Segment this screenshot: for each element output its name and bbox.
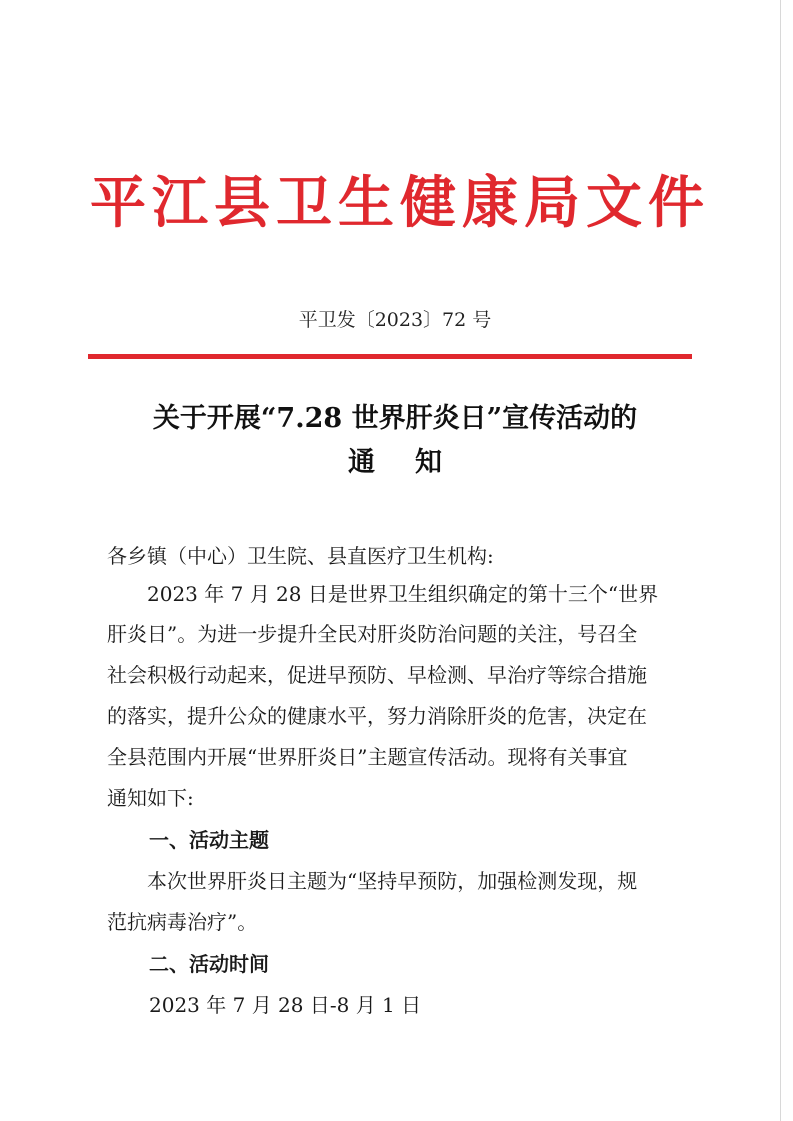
intro-line-3: 社会积极行动起来，促进早预防、早检测、早治疗等综合措施: [107, 663, 647, 687]
salutation: 各乡镇（中心）卫生院、县直医疗卫生机构:: [107, 544, 494, 568]
page-edge-line: [780, 0, 781, 1121]
intro-line-4: 的落实，提升公众的健康水平，努力消除肝炎的危害，决定在: [107, 704, 647, 728]
activity-time: 2023 年 7 月 28 日-8 月 1 日: [149, 993, 422, 1017]
theme-line-2: 范抗病毒治疗”。: [107, 910, 258, 934]
document-number: 平卫发〔2023〕72 号: [298, 309, 492, 331]
section-heading-time: 二、活动时间: [149, 952, 269, 976]
issuer-header: 平江县卫生健康局文件: [90, 170, 710, 236]
intro-line-6: 通知如下:: [107, 786, 194, 810]
intro-line-5: 全县范围内开展“世界肝炎日”主题宣传活动。现将有关事宜: [107, 745, 628, 769]
section-heading-theme: 一、活动主题: [149, 828, 269, 852]
notice-title-line-1: 关于开展“7.28 世界肝炎日”宣传活动的: [152, 403, 638, 434]
theme-line-1: 本次世界肝炎日主题为“坚持早预防，加强检测发现，规: [147, 869, 638, 893]
intro-line-1: 2023 年 7 月 28 日是世界卫生组织确定的第十三个“世界: [147, 582, 659, 606]
red-divider: [88, 354, 692, 359]
notice-title-line-2: 通知: [348, 447, 482, 478]
intro-line-2: 肝炎日”。为进一步提升全民对肝炎防治问题的关注，号召全: [107, 622, 638, 646]
